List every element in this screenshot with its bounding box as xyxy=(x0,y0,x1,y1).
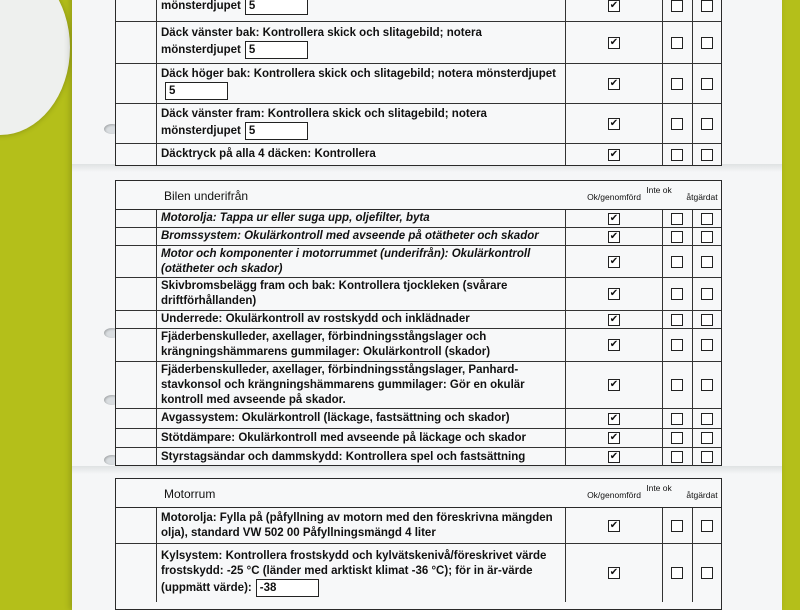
ok-checkbox[interactable] xyxy=(608,288,620,300)
fixed-checkbox[interactable] xyxy=(701,339,713,351)
section-header xyxy=(116,479,721,508)
ok-checkbox[interactable] xyxy=(608,256,620,268)
row-description: Skivbromsbelägg fram och bak: Kontrollera tjockleken (svårare driftförhållanden) xyxy=(156,278,566,310)
not-ok-checkbox[interactable] xyxy=(671,339,683,351)
fixed-checkbox[interactable] xyxy=(701,78,713,90)
row-description: Fjäderbenskulleder, axellager, förbindningsstångslager och krängningshämmarens gummilager: Okulärkontroll (skador) xyxy=(156,329,566,361)
fixed-checkbox[interactable] xyxy=(701,213,713,225)
section-header xyxy=(116,181,721,210)
fixed-checkbox[interactable] xyxy=(701,256,713,268)
ok-checkbox[interactable] xyxy=(608,413,620,425)
row-description: Underrede: Okulärkontroll av rostskydd och inklädnader xyxy=(156,311,566,328)
row-description: Styrstagsändar och dammskydd: Kontrollera spel och fastsättning xyxy=(156,448,566,466)
table-row xyxy=(116,0,721,22)
round-object xyxy=(0,0,70,135)
measured-value-field[interactable]: -38 xyxy=(256,579,319,597)
underbody-section xyxy=(115,180,722,466)
not-ok-checkbox[interactable] xyxy=(671,520,683,532)
row-description: Motorolja: Tappa ur eller suga upp, oljefilter, byta xyxy=(156,210,566,227)
column-header-ok: Ok/genomförd xyxy=(587,192,641,202)
fixed-checkbox[interactable] xyxy=(701,149,713,161)
fixed-checkbox[interactable] xyxy=(701,379,713,391)
ok-checkbox[interactable] xyxy=(608,432,620,444)
not-ok-checkbox[interactable] xyxy=(671,432,683,444)
tread-depth-field[interactable]: 5 xyxy=(165,82,228,100)
table-row xyxy=(116,544,721,602)
table-row xyxy=(116,508,721,544)
column-header-fixed: åtgärdat xyxy=(686,192,718,202)
ok-checkbox[interactable] xyxy=(608,339,620,351)
tread-depth-field[interactable]: 5 xyxy=(245,41,308,59)
not-ok-checkbox[interactable] xyxy=(671,118,683,130)
table-row xyxy=(116,429,721,448)
not-ok-checkbox[interactable] xyxy=(671,413,683,425)
ok-checkbox[interactable] xyxy=(608,520,620,532)
fixed-checkbox[interactable] xyxy=(701,0,713,12)
row-description: mönsterdjupet 5 xyxy=(156,0,566,21)
not-ok-checkbox[interactable] xyxy=(671,451,683,463)
table-row xyxy=(116,329,721,362)
ok-checkbox[interactable] xyxy=(608,231,620,243)
engine-bay-section xyxy=(115,478,722,610)
not-ok-checkbox[interactable] xyxy=(671,213,683,225)
row-description: Däck höger bak: Kontrollera skick och slitagebild; notera mönsterdjupet5 xyxy=(156,64,566,103)
not-ok-checkbox[interactable] xyxy=(671,379,683,391)
fixed-checkbox[interactable] xyxy=(701,413,713,425)
table-row xyxy=(116,311,721,329)
ok-checkbox[interactable] xyxy=(608,567,620,579)
fixed-checkbox[interactable] xyxy=(701,520,713,532)
column-header-ok: Ok/genomförd xyxy=(587,490,641,500)
table-row xyxy=(116,210,721,228)
column-header-fixed: åtgärdat xyxy=(686,490,718,500)
table-row xyxy=(116,144,721,165)
ok-checkbox[interactable] xyxy=(608,37,620,49)
ok-checkbox[interactable] xyxy=(608,0,620,12)
not-ok-checkbox[interactable] xyxy=(671,314,683,326)
fixed-checkbox[interactable] xyxy=(701,432,713,444)
fixed-checkbox[interactable] xyxy=(701,118,713,130)
tread-depth-field[interactable]: 5 xyxy=(245,122,308,140)
not-ok-checkbox[interactable] xyxy=(671,149,683,161)
row-description: Kylsystem: Kontrollera frostskydd och kylvätskenivå/föreskrivet värde frostskydd: -25 °C (länder med arktiskt klimat -36 °C); för in är-värde (uppmätt värde): -38 xyxy=(156,544,566,602)
not-ok-checkbox[interactable] xyxy=(671,231,683,243)
table-row xyxy=(116,409,721,429)
ok-checkbox[interactable] xyxy=(608,379,620,391)
not-ok-checkbox[interactable] xyxy=(671,0,683,12)
row-description: Motor och komponenter i motorrummet (underifrån): Okulärkontroll (otätheter och skador) xyxy=(156,246,566,277)
ok-checkbox[interactable] xyxy=(608,118,620,130)
table-row xyxy=(116,278,721,311)
not-ok-checkbox[interactable] xyxy=(671,567,683,579)
column-header-not-ok: Inte ok xyxy=(646,483,672,493)
ok-checkbox[interactable] xyxy=(608,451,620,463)
column-header-not-ok: Inte ok xyxy=(646,185,672,195)
fixed-checkbox[interactable] xyxy=(701,314,713,326)
table-row xyxy=(116,22,721,64)
fixed-checkbox[interactable] xyxy=(701,37,713,49)
tread-depth-field[interactable]: 5 xyxy=(245,0,308,15)
table-row xyxy=(116,228,721,246)
fixed-checkbox[interactable] xyxy=(701,567,713,579)
row-description: Däck vänster fram: Kontrollera skick och slitagebild; notera mönsterdjupet 5 xyxy=(156,104,566,143)
paper-fold xyxy=(72,466,782,474)
table-row xyxy=(116,448,721,466)
section-title: Bilen underifrån xyxy=(164,189,249,203)
row-description: Stötdämpare: Okulärkontroll med avseende på läckage och skador xyxy=(156,429,566,447)
fixed-checkbox[interactable] xyxy=(701,231,713,243)
table-row xyxy=(116,362,721,409)
row-description: Avgassystem: Okulärkontroll (läckage, fastsättning och skador) xyxy=(156,409,566,428)
table-row xyxy=(116,104,721,144)
fixed-checkbox[interactable] xyxy=(701,451,713,463)
fixed-checkbox[interactable] xyxy=(701,288,713,300)
not-ok-checkbox[interactable] xyxy=(671,37,683,49)
table-row xyxy=(116,246,721,278)
section-title: Motorrum xyxy=(164,487,216,501)
tires-section xyxy=(115,0,722,166)
not-ok-checkbox[interactable] xyxy=(671,256,683,268)
not-ok-checkbox[interactable] xyxy=(671,78,683,90)
row-description: Däck vänster bak: Kontrollera skick och slitagebild; notera mönsterdjupet 5 xyxy=(156,22,566,63)
ok-checkbox[interactable] xyxy=(608,314,620,326)
not-ok-checkbox[interactable] xyxy=(671,288,683,300)
ok-checkbox[interactable] xyxy=(608,149,620,161)
row-description: Däcktryck på alla 4 däcken: Kontrollera xyxy=(156,144,566,165)
table-row xyxy=(116,64,721,104)
ok-checkbox[interactable] xyxy=(608,78,620,90)
row-description: Motorolja: Fylla på (påfyllning av motorn med den föreskrivna mängden olja), standard VW 502 00 Påfyllningsmängd 4 liter xyxy=(156,508,566,543)
ok-checkbox[interactable] xyxy=(608,213,620,225)
row-description: Bromssystem: Okulärkontroll med avseende på otätheter och skador xyxy=(156,228,566,245)
row-description: Fjäderbenskulleder, axellager, förbindningsstångslager, Panhard-stavkonsol och krängningshämmarens gummilager: Gör en okulär kontroll med avseende på skador. xyxy=(156,362,566,408)
